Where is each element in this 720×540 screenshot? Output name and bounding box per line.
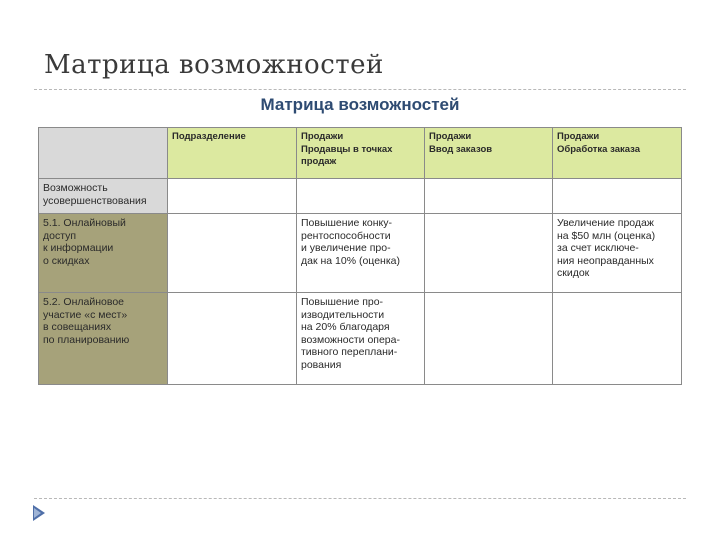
table-cell (297, 179, 425, 214)
table-subheader-row (39, 179, 682, 214)
opportunity-matrix-table (38, 127, 682, 385)
table-cell: Повышение конку- рентоспособности и увеличение про- дак на 10% (оценка) (297, 214, 425, 293)
row-label: 5.2. Онлайновое участие «с мест» в совещаниях по планированию (39, 293, 168, 385)
table-cell: Повышение про- изводительности на 20% благодаря возможности опера- тивного переплани- рования (297, 293, 425, 385)
table-row (39, 293, 682, 385)
table-cell (553, 179, 682, 214)
table-cell (425, 179, 553, 214)
table-cell (168, 214, 297, 293)
table-header-row (39, 128, 682, 179)
table-cell (168, 293, 297, 385)
table-title: Матрица возможностей (260, 95, 460, 114)
header-cell-corner (39, 128, 168, 179)
table-cell (553, 293, 682, 385)
table-cell (168, 179, 297, 214)
slide-title: Матрица возможностей (44, 50, 384, 80)
header-cell-sales-pos: Продажи Продавцы в точках продаж (297, 128, 425, 179)
title-divider (34, 89, 686, 90)
table-cell: Увеличение продаж на $50 млн (оценка) за счет исключе- ния неоправданных скидок (553, 214, 682, 293)
table-row (39, 214, 682, 293)
triangle-arrow-right-icon (33, 505, 45, 521)
subheader-cell-opportunity: Возможность усовершенствования (39, 179, 168, 214)
table-cell (425, 214, 553, 293)
table-cell (425, 293, 553, 385)
header-cell-department: Подразделение (168, 128, 297, 179)
footer-divider (34, 498, 686, 499)
header-cell-order-processing: Продажи Обработка заказа (553, 128, 682, 179)
header-cell-order-entry: Продажи Ввод заказов (425, 128, 553, 179)
row-label: 5.1. Онлайновый доступ к информации о скидках (39, 214, 168, 293)
